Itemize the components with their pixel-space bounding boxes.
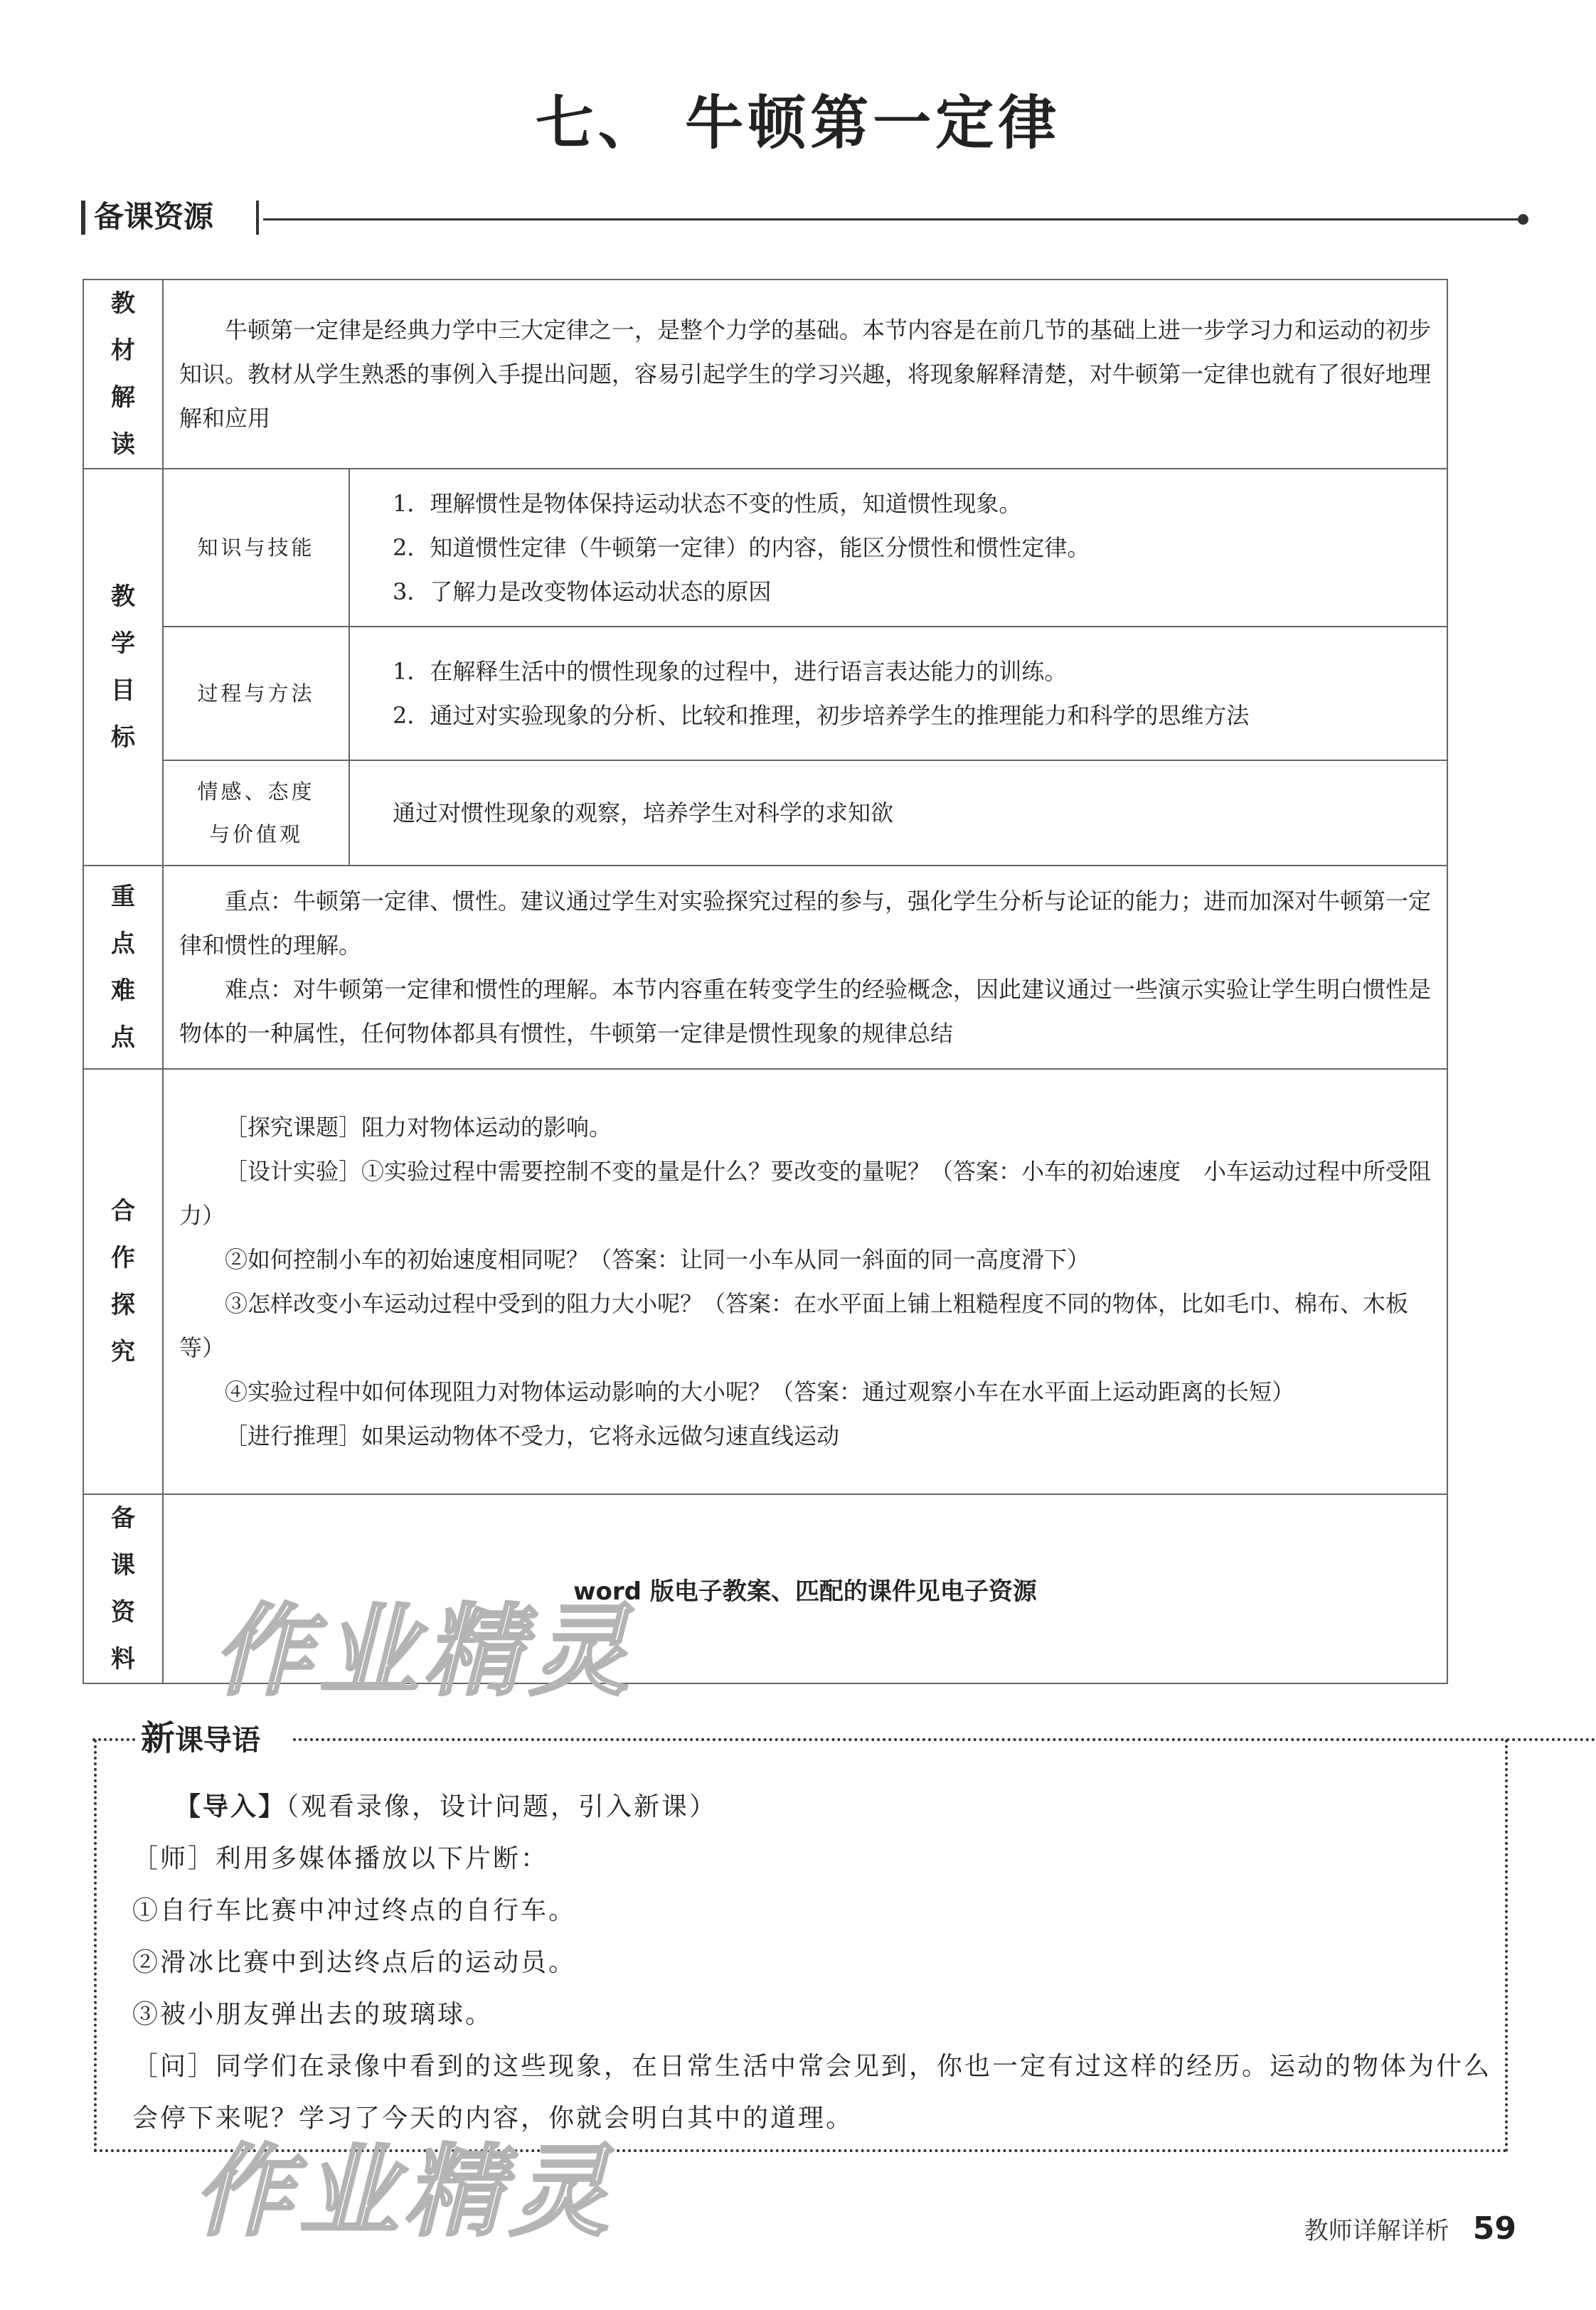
row-textbook-analysis xyxy=(83,280,1447,469)
emotion-label-line2: 与价值观 xyxy=(208,822,303,846)
footer-text: 教师详解详析 xyxy=(1304,2217,1449,2245)
watermark-logo: 作业精灵 xyxy=(213,1594,635,1710)
row-header-teaching-goals: 教 学 目 标 xyxy=(83,469,163,866)
header-divider xyxy=(256,201,259,235)
inquiry-line: ［探究课题］阻力对物体运动的影响。 xyxy=(225,1114,612,1141)
lesson-resource-table xyxy=(83,279,1448,1684)
textbook-analysis-text: 牛顿第一定律是经典力学中三大定律之一，是整个力学的基础。本节内容是在前几节的基础上进一步学习力和运动的初步知识。教材从学生熟悉的事例入手提出问题，容易引起学生的学习兴趣，将现象解释清楚，对牛顿第一定律也就有了很好地理解和应用 xyxy=(179,316,1432,432)
page-title: 七、 牛顿第一定律 xyxy=(535,90,1061,157)
list-item: 2．通过对实验现象的分析、比较和推理，初步培养学生的推理能力和科学的思维方法 xyxy=(393,702,1250,729)
intro-title-first-char: 新 xyxy=(141,1718,176,1758)
difficult-point-text: 难点：对牛顿第一定律和惯性的理解。本节内容重在转变学生的经验概念，因此建议通过一些演示实验让学生明白惯性是物体的一种属性，任何物体都具有惯性，牛顿第一定律是惯性现象的规律总结 xyxy=(179,976,1432,1047)
intro-line: ①自行车比赛中冲过终点的自行车。 xyxy=(132,1896,577,1925)
knowledge-skills-cell xyxy=(349,469,1447,627)
row-key-difficult-points xyxy=(83,866,1447,1069)
row-header-materials: 备 课 资 料 xyxy=(83,1494,163,1683)
row-process-methods xyxy=(83,627,1447,760)
intro-line: ［师］利用多媒体播放以下片断： xyxy=(132,1844,549,1873)
textbook-analysis-cell xyxy=(163,280,1447,469)
key-point-text: 重点：牛顿第一定律、惯性。建议通过学生对实验探究过程的参与，强化学生分析与论证的能力；进而加深对牛顿第一定律和惯性的理解。 xyxy=(179,888,1432,959)
list-item: 2．知道惯性定律（牛顿第一定律）的内容，能区分惯性和惯性定律。 xyxy=(393,534,1090,561)
row-header-inquiry: 合 作 探 究 xyxy=(83,1069,163,1494)
inquiry-line: ［进行推理］如果运动物体不受力，它将永远做匀速直线运动 xyxy=(225,1422,840,1449)
inquiry-cell xyxy=(163,1069,1447,1494)
emotion-values-label xyxy=(163,760,349,866)
header-rule xyxy=(263,218,1521,220)
emotion-label-line1: 情感、态度 xyxy=(197,779,315,804)
intro-question: ［问］同学们在录像中看到的这些现象，在日常生活中常会见到，你也一定有过这样的经历。运动的物体为什么会停下来呢？学习了今天的内容，你就会明白其中的道理。 xyxy=(132,2052,1492,2133)
intro-lead-line xyxy=(132,1781,1505,1833)
lesson-materials-text: word 版电子教案、匹配的课件见电子资源 xyxy=(163,1494,1447,1683)
watermark-logo: 作业精灵 xyxy=(193,2134,615,2250)
row-cooperative-inquiry xyxy=(83,1069,1447,1494)
header-left-bar xyxy=(81,201,85,235)
list-item: 1．在解释生活中的惯性现象的过程中，进行语言表达能力的训练。 xyxy=(393,658,1068,685)
knowledge-skills-label: 知识与技能 xyxy=(163,469,349,627)
process-methods-cell xyxy=(349,627,1447,760)
intro-body xyxy=(132,1781,1505,2144)
section-header xyxy=(81,193,1447,243)
inquiry-line: ②如何控制小车的初始速度相同呢？（答案：让同一小车从同一斜面的同一高度滑下） xyxy=(225,1246,1090,1273)
intro-line: ②滑冰比赛中到达终点后的运动员。 xyxy=(132,1948,577,1977)
emotion-values-text: 通过对惯性现象的观察，培养学生对科学的求知欲 xyxy=(393,799,894,826)
row-header-textbook: 教 材 解 读 xyxy=(83,280,163,469)
process-methods-label: 过程与方法 xyxy=(163,627,349,760)
row-knowledge-skills xyxy=(83,469,1447,627)
intro-lead-text: （观看录像，设计问题，引入新课） xyxy=(286,1792,718,1821)
page-footer xyxy=(1304,2210,1516,2247)
list-item: 3．了解力是改变物体运动状态的原因 xyxy=(393,578,772,605)
emotion-values-cell xyxy=(349,760,1447,866)
section-title: 备课资源 xyxy=(94,199,214,234)
header-dot-icon xyxy=(1518,214,1528,225)
inquiry-line: ④实验过程中如何体现阻力对物体运动影响的大小呢？（答案：通过观察小车在水平面上运动距离的长短） xyxy=(225,1378,1295,1405)
intro-title-rest: 课导语 xyxy=(175,1724,261,1757)
intro-line: ③被小朋友弹出去的玻璃球。 xyxy=(132,2000,494,2029)
row-emotion-values xyxy=(83,760,1447,866)
page-number: 59 xyxy=(1472,2210,1516,2247)
inquiry-line: ［设计实验］①实验过程中需要控制不变的量是什么？要改变的量呢？（答案：小车的初始速度 小车运动过程中所受阻力） xyxy=(179,1158,1432,1229)
row-header-key-points: 重 点 难 点 xyxy=(83,866,163,1069)
intro-lead-label: 【导入】 xyxy=(175,1792,287,1821)
inquiry-line: ③怎样改变小车运动过程中受到的阻力大小呢？（答案：在水平面上铺上粗糙程度不同的物体，比如毛巾、棉布、木板等） xyxy=(179,1290,1409,1361)
list-item: 1．理解惯性是物体保持运动状态不变的性质，知道惯性现象。 xyxy=(393,490,1022,517)
key-points-cell xyxy=(163,866,1447,1069)
